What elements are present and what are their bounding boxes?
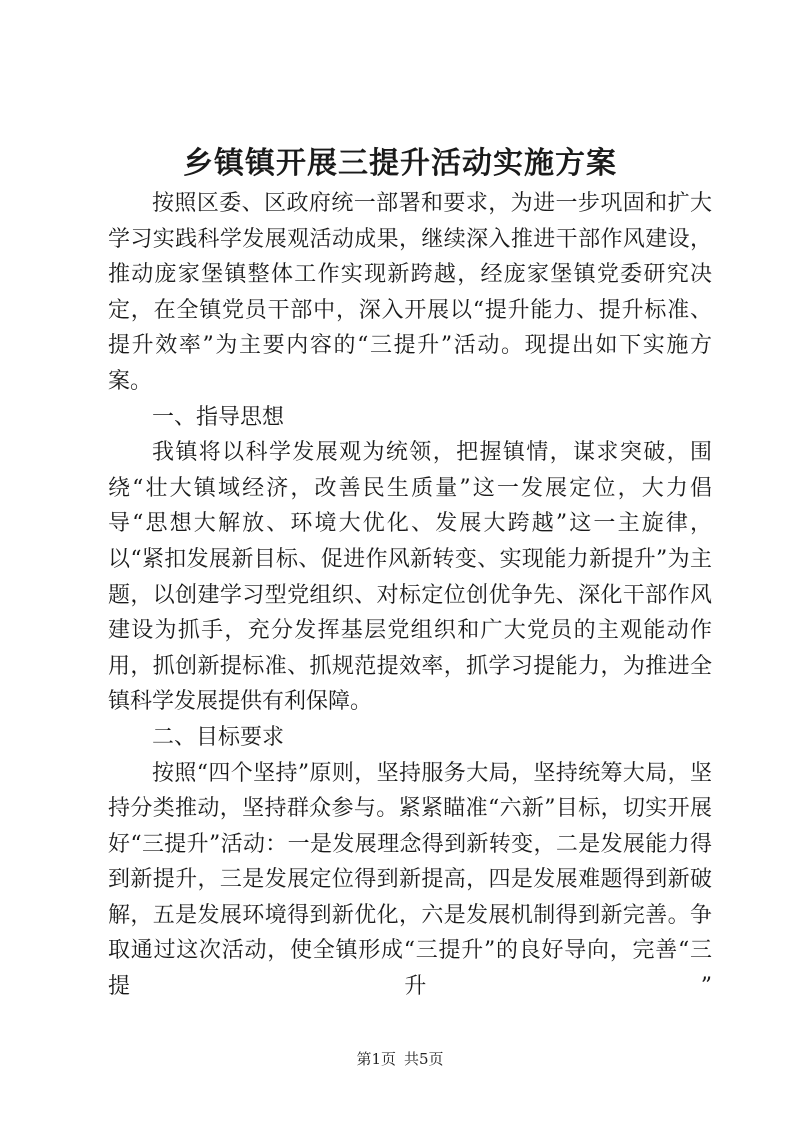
page-total: 共5页 [404, 1050, 444, 1068]
paragraph-guiding-ideology: 我镇将以科学发展观为统领，把握镇情，谋求突破，围绕“壮大镇域经济，改善民生质量”这一发展定位，大力倡导“思想大解放、环境大优化、发展大跨越”这一主旋律，以“紧扣发展新目标、促进作风新转变、实现能力新提升”为主题，以创建学习型党组织、对标定位创优争先、深化干部作风建设为抓手，充分发挥基层党组织和广大党员的主观能动作用，抓创新提标准、抓规范提效率，抓学习提能力，为推进全镇科学发展提供有利保障。 [108, 440, 712, 715]
section-heading-goals: 二、目标要求 [152, 724, 285, 750]
page-number: 第1页 [356, 1050, 396, 1068]
section-heading-guiding-ideology: 一、指导思想 [152, 404, 285, 430]
document-body [108, 186, 712, 1005]
paragraph-goals: 按照“四个坚持”原则，坚持服务大局，坚持统筹大局，坚持分类推动，坚持群众参与。紧紧瞄准“六新”目标，切实开展好“三提升”活动：一是发展理念得到新转变，二是发展能力得到新提升，三是发展定位得到新提高，四是发展难题得到新破解，五是发展环境得到新优化，六是发展机制得到新完善。争取通过这次活动，使全镇形成“三提升”的良好导向，完善“三提升” [108, 760, 712, 1000]
page-footer [0, 1048, 800, 1069]
document-title: 乡镇镇开展三提升活动实施方案 [183, 146, 617, 181]
paragraph-intro: 按照区委、区政府统一部署和要求，为进一步巩固和扩大学习实践科学发展观活动成果，继续深入推进干部作风建设，推动庞家堡镇整体工作实现新跨越，经庞家堡镇党委研究决定，在全镇党员干部中，深入开展以“提升能力、提升标准、提升效率”为主要内容的“三提升”活动。现提出如下实施方案。 [108, 191, 712, 394]
